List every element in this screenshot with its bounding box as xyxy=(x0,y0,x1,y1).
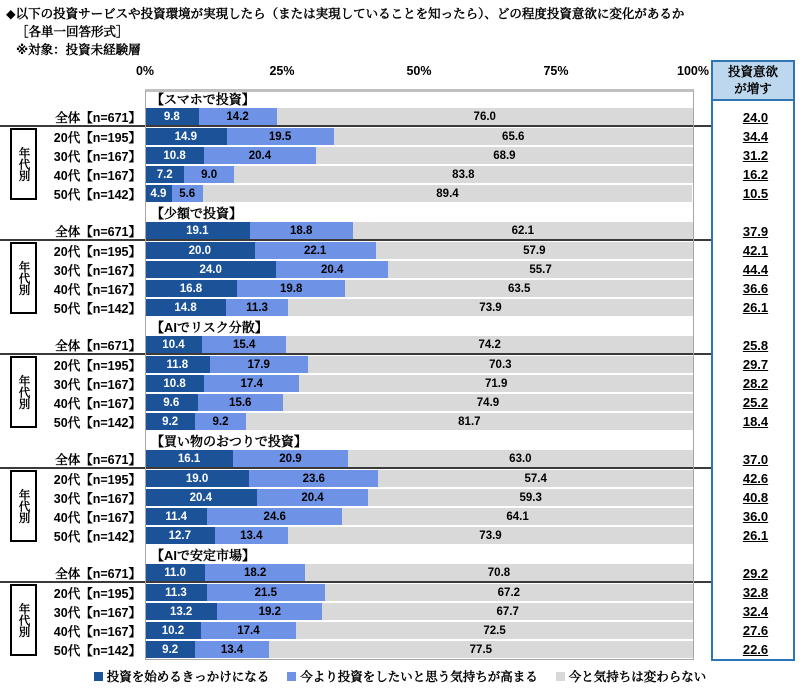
row-label: 50代【n=142】 xyxy=(53,529,141,544)
row-left xyxy=(0,279,711,298)
increase-value: 36.6 xyxy=(742,281,769,296)
row-label: 50代【n=142】 xyxy=(53,187,141,202)
table-row xyxy=(0,298,800,317)
increase-value: 22.6 xyxy=(742,642,769,657)
age-group-bracket: 年代別 xyxy=(10,128,37,200)
table-row xyxy=(0,260,800,279)
bar-segment-3: 83.8 xyxy=(234,166,693,183)
bar-segment-3: 57.4 xyxy=(378,470,693,487)
table-row xyxy=(0,241,800,260)
axis-tick-0%: 0% xyxy=(135,64,155,78)
table-row xyxy=(0,640,800,659)
row-label: 30代【n=167】 xyxy=(53,605,141,620)
row-label: 40代【n=167】 xyxy=(53,282,141,297)
row-label: 30代【n=167】 xyxy=(53,149,141,164)
age-group-bracket: 年代別 xyxy=(10,584,37,656)
increase-value: 44.4 xyxy=(742,262,769,277)
row-left xyxy=(0,640,711,659)
increase-value: 26.1 xyxy=(742,528,769,543)
row-left xyxy=(0,336,711,355)
increase-value: 16.2 xyxy=(742,167,769,182)
bar-segment-1: 7.2 xyxy=(145,166,184,183)
bar-segment-1: 11.4 xyxy=(145,508,207,525)
table-row xyxy=(0,526,800,545)
bar-segment-3: 70.3 xyxy=(308,356,693,373)
increase-value: 25.8 xyxy=(742,338,769,353)
stacked-bar xyxy=(145,261,693,278)
bar-segment-3: 67.7 xyxy=(322,603,693,620)
table-row xyxy=(0,564,800,583)
row-left xyxy=(0,184,711,203)
legend-swatch xyxy=(556,672,565,681)
row-left xyxy=(0,355,711,374)
row-left xyxy=(0,222,711,241)
section-title: 【AIで安定市場】 xyxy=(151,548,256,563)
increase-value: 27.6 xyxy=(742,623,769,638)
row-left xyxy=(0,621,711,640)
row-left xyxy=(0,165,711,184)
table-row xyxy=(0,393,800,412)
table-row xyxy=(0,127,800,146)
bar-segment-1: 20.0 xyxy=(145,242,255,259)
bar-segment-2: 18.8 xyxy=(250,222,353,239)
stacked-bar xyxy=(145,356,693,373)
chart-body xyxy=(0,89,800,659)
bar-segment-2: 17.4 xyxy=(201,622,296,639)
bar-segment-1: 24.0 xyxy=(145,261,276,278)
section xyxy=(0,317,800,431)
bar-segment-2: 14.2 xyxy=(199,108,277,125)
stacked-bar xyxy=(145,470,693,487)
row-left xyxy=(0,526,711,545)
increase-value: 10.5 xyxy=(742,186,769,201)
bar-segment-3: 63.5 xyxy=(345,280,693,297)
bar-segment-3: 55.7 xyxy=(388,261,693,278)
section-title-row xyxy=(0,203,800,222)
stacked-bar xyxy=(145,336,693,353)
stacked-bar xyxy=(145,489,693,506)
bar-segment-2: 20.4 xyxy=(257,489,369,506)
age-group-bracket: 年代別 xyxy=(10,242,37,314)
bar-segment-1: 20.4 xyxy=(145,489,257,506)
axis-tick-50%: 50% xyxy=(406,64,432,78)
row-left xyxy=(0,374,711,393)
table-row xyxy=(0,621,800,640)
row-label: 20代【n=195】 xyxy=(53,130,141,145)
stacked-bar xyxy=(145,413,693,430)
title-block xyxy=(6,5,684,59)
table-row xyxy=(0,222,800,241)
row-left xyxy=(0,450,711,469)
bar-segment-3: 81.7 xyxy=(246,413,693,430)
target-note: ※対象：投資未経験層 xyxy=(16,43,141,58)
section-title: 【少額で投資】 xyxy=(151,206,243,221)
row-label: 30代【n=167】 xyxy=(53,491,141,506)
row-label: 50代【n=142】 xyxy=(53,643,141,658)
bar-segment-2: 15.4 xyxy=(202,336,286,353)
bar-segment-1: 14.9 xyxy=(145,128,227,145)
table-row xyxy=(0,488,800,507)
bar-segment-2: 24.6 xyxy=(207,508,342,525)
stacked-bar xyxy=(145,527,693,544)
x-axis xyxy=(0,64,800,82)
increase-value: 25.2 xyxy=(742,395,769,410)
bar-segment-1: 10.2 xyxy=(145,622,201,639)
bar-segment-1: 14.8 xyxy=(145,299,226,316)
bar-segment-1: 10.8 xyxy=(145,147,204,164)
bar-segment-2: 20.4 xyxy=(276,261,388,278)
bar-segment-2: 17.9 xyxy=(210,356,308,373)
bar-segment-1: 16.1 xyxy=(145,450,233,467)
stacked-bar xyxy=(145,584,693,601)
bar-segment-2: 11.3 xyxy=(226,299,288,316)
axis-tick-100%: 100% xyxy=(677,64,709,78)
stacked-bar xyxy=(145,222,693,239)
table-row xyxy=(0,279,800,298)
bar-segment-2: 19.8 xyxy=(237,280,345,297)
bar-segment-1: 9.6 xyxy=(145,394,198,411)
bar-segment-3: 59.3 xyxy=(368,489,693,506)
bar-segment-3: 74.2 xyxy=(286,336,693,353)
increase-value: 18.4 xyxy=(742,414,769,429)
bar-segment-3: 57.9 xyxy=(376,242,693,259)
age-group-bracket: 年代別 xyxy=(10,356,37,428)
bar-segment-2: 13.4 xyxy=(195,641,268,658)
increase-value: 37.9 xyxy=(742,224,769,239)
table-row xyxy=(0,108,800,127)
table-row xyxy=(0,355,800,374)
legend-swatch xyxy=(287,672,296,681)
section-title-row xyxy=(0,89,800,108)
row-left xyxy=(0,260,711,279)
increase-value: 32.8 xyxy=(742,585,769,600)
bar-segment-1: 10.4 xyxy=(145,336,202,353)
bar-segment-3: 64.1 xyxy=(342,508,693,525)
stacked-bar xyxy=(145,622,693,639)
section xyxy=(0,203,800,317)
table-row xyxy=(0,146,800,165)
bar-segment-3: 67.2 xyxy=(325,584,693,601)
row-label: 20代【n=195】 xyxy=(53,244,141,259)
bar-segment-3: 71.9 xyxy=(299,375,693,392)
axis-tick-75%: 75% xyxy=(543,64,569,78)
increase-value: 42.6 xyxy=(742,471,769,486)
axis-tick-25%: 25% xyxy=(269,64,295,78)
bar-segment-3: 74.9 xyxy=(283,394,693,411)
row-left xyxy=(0,412,711,431)
stacked-bar xyxy=(145,450,693,467)
row-label: 全体【n=671】 xyxy=(55,566,141,581)
stacked-bar xyxy=(145,147,693,164)
row-left xyxy=(0,146,711,165)
bar-segment-2: 19.5 xyxy=(227,128,334,145)
table-row xyxy=(0,336,800,355)
table-row xyxy=(0,450,800,469)
bar-segment-1: 4.9 xyxy=(145,185,172,202)
legend-item xyxy=(287,667,538,685)
increase-value: 28.2 xyxy=(742,376,769,391)
bar-segment-1: 9.2 xyxy=(145,641,195,658)
table-row xyxy=(0,469,800,488)
increase-value: 34.4 xyxy=(742,129,769,144)
section-title-row xyxy=(0,317,800,336)
bar-segment-2: 20.4 xyxy=(204,147,316,164)
bar-segment-2: 21.5 xyxy=(207,584,325,601)
row-left xyxy=(0,564,711,583)
row-label: 全体【n=671】 xyxy=(55,110,141,125)
bar-segment-2: 15.6 xyxy=(198,394,283,411)
stacked-bar xyxy=(145,508,693,525)
stacked-bar xyxy=(145,166,693,183)
section-title-row xyxy=(0,431,800,450)
legend-label: 今より投資をしたいと思う気持ちが高まる xyxy=(300,670,538,684)
stacked-bar xyxy=(145,641,693,658)
bar-segment-3: 89.4 xyxy=(203,185,693,202)
bar-segment-1: 11.3 xyxy=(145,584,207,601)
increase-value: 36.0 xyxy=(742,509,769,524)
section-title: 【買い物のおつりで投資】 xyxy=(151,434,307,449)
increase-header-line1: 投資意欲 xyxy=(727,65,778,80)
bar-segment-1: 16.8 xyxy=(145,280,237,297)
increase-value: 37.0 xyxy=(742,452,769,467)
bar-segment-1: 13.2 xyxy=(145,603,217,620)
bar-segment-2: 13.4 xyxy=(215,527,288,544)
bar-segment-1: 10.8 xyxy=(145,375,204,392)
bar-segment-3: 76.0 xyxy=(277,108,693,125)
table-row xyxy=(0,583,800,602)
bar-segment-3: 77.5 xyxy=(269,641,693,658)
row-left xyxy=(0,602,711,621)
row-left xyxy=(0,488,711,507)
section-title-row xyxy=(0,545,800,564)
bar-segment-2: 9.0 xyxy=(184,166,233,183)
increase-header-line2: が増す xyxy=(734,81,772,96)
bar-segment-3: 72.5 xyxy=(296,622,693,639)
increase-value: 29.2 xyxy=(742,566,769,581)
increase-value: 24.0 xyxy=(742,110,769,125)
bar-segment-1: 11.0 xyxy=(145,564,205,581)
bar-segment-3: 73.9 xyxy=(288,299,693,316)
stacked-bar xyxy=(145,185,693,202)
row-label: 30代【n=167】 xyxy=(53,263,141,278)
bar-segment-1: 11.8 xyxy=(145,356,210,373)
stacked-bar xyxy=(145,108,693,125)
section xyxy=(0,431,800,545)
bar-segment-2: 22.1 xyxy=(255,242,376,259)
row-left xyxy=(0,583,711,602)
stacked-bar xyxy=(145,394,693,411)
legend xyxy=(0,667,800,685)
page-title: ◆以下の投資サービスや投資環境が実現したら（または実現していることを知ったら）、どの程度投資意欲に変化があるか xyxy=(6,7,685,21)
increase-value: 29.7 xyxy=(742,357,769,372)
legend-label: 今と気持ちは変わらない xyxy=(568,670,707,684)
table-row xyxy=(0,374,800,393)
bar-segment-1: 12.7 xyxy=(145,527,215,544)
stacked-bar xyxy=(145,242,693,259)
stacked-bar xyxy=(145,128,693,145)
row-label: 50代【n=142】 xyxy=(53,301,141,316)
legend-item xyxy=(94,667,270,685)
stacked-bar xyxy=(145,280,693,297)
bar-segment-3: 73.9 xyxy=(288,527,693,544)
increase-value: 26.1 xyxy=(742,300,769,315)
bar-segment-1: 9.2 xyxy=(145,413,195,430)
row-label: 40代【n=167】 xyxy=(53,396,141,411)
row-label: 全体【n=671】 xyxy=(55,452,141,467)
bar-segment-2: 17.4 xyxy=(204,375,299,392)
row-label: 40代【n=167】 xyxy=(53,510,141,525)
row-left xyxy=(0,298,711,317)
row-left xyxy=(0,507,711,526)
row-label: 全体【n=671】 xyxy=(55,338,141,353)
answer-format-note: ［各単一回答形式］ xyxy=(16,25,129,40)
stacked-bar xyxy=(145,564,693,581)
row-label: 20代【n=195】 xyxy=(53,358,141,373)
legend-item xyxy=(556,667,707,685)
legend-swatch xyxy=(94,672,103,681)
bar-segment-1: 9.8 xyxy=(145,108,199,125)
bar-segment-3: 65.6 xyxy=(334,128,693,145)
age-group-bracket: 年代別 xyxy=(10,470,37,542)
increase-value: 32.4 xyxy=(742,604,769,619)
section xyxy=(0,545,800,659)
row-left xyxy=(0,469,711,488)
bar-segment-2: 20.9 xyxy=(233,450,348,467)
bar-segment-1: 19.0 xyxy=(145,470,249,487)
table-row xyxy=(0,165,800,184)
row-label: 全体【n=671】 xyxy=(55,224,141,239)
increase-value: 31.2 xyxy=(742,148,769,163)
row-left xyxy=(0,108,711,127)
row-label: 40代【n=167】 xyxy=(53,624,141,639)
stacked-bar xyxy=(145,299,693,316)
bar-segment-3: 63.0 xyxy=(348,450,693,467)
section-title: 【スマホで投資】 xyxy=(151,92,255,107)
table-row xyxy=(0,602,800,621)
row-label: 20代【n=195】 xyxy=(53,472,141,487)
row-left xyxy=(0,241,711,260)
bar-segment-1: 19.1 xyxy=(145,222,250,239)
bar-segment-2: 18.2 xyxy=(205,564,305,581)
legend-label: 投資を始めるきっかけになる xyxy=(106,670,270,684)
row-left xyxy=(0,127,711,146)
increase-value: 42.1 xyxy=(742,243,769,258)
bar-segment-3: 70.8 xyxy=(305,564,693,581)
table-row xyxy=(0,184,800,203)
section-title: 【AIでリスク分散】 xyxy=(151,320,268,335)
bar-segment-2: 23.6 xyxy=(249,470,378,487)
bar-segment-3: 62.1 xyxy=(353,222,693,239)
table-row xyxy=(0,507,800,526)
bar-segment-2: 5.6 xyxy=(172,185,203,202)
section xyxy=(0,89,800,203)
row-label: 20代【n=195】 xyxy=(53,586,141,601)
stacked-bar xyxy=(145,375,693,392)
row-label: 50代【n=142】 xyxy=(53,415,141,430)
increase-value: 40.8 xyxy=(742,490,769,505)
bar-segment-3: 68.9 xyxy=(316,147,693,164)
row-label: 40代【n=167】 xyxy=(53,168,141,183)
bar-segment-2: 9.2 xyxy=(195,413,245,430)
stacked-bar xyxy=(145,603,693,620)
row-left xyxy=(0,393,711,412)
bar-segment-2: 19.2 xyxy=(217,603,322,620)
table-row xyxy=(0,412,800,431)
row-label: 30代【n=167】 xyxy=(53,377,141,392)
